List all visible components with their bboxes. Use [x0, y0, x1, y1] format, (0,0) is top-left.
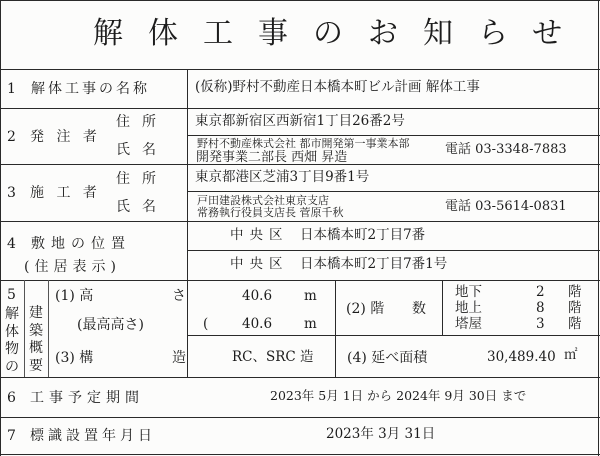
- contractor-name-label: 氏名: [116, 199, 168, 215]
- project-name-label: 解体工事の名称: [31, 81, 150, 97]
- max-height-value: 40.6: [242, 316, 273, 332]
- divider: [0, 417, 600, 418]
- client-name-label: 氏名: [116, 142, 168, 158]
- height-label: (1) 高: [55, 288, 94, 304]
- site-ward: 中央区: [230, 227, 289, 243]
- divider: [187, 135, 600, 136]
- floor-area-unit: ㎡: [564, 347, 578, 363]
- building-overview-label: 解体物の: [5, 306, 19, 375]
- height-label-end: さ: [172, 288, 186, 304]
- notice-title: 解体工事のお知らせ: [93, 16, 588, 51]
- divider: [187, 191, 600, 192]
- floors-above-count: 8: [536, 300, 545, 316]
- divider: [187, 69, 188, 377]
- row-number: 5: [7, 287, 17, 303]
- row-number: 3: [7, 185, 17, 201]
- sign-date-label: 標識設置年月日: [30, 428, 156, 444]
- divider: [0, 454, 600, 455]
- contractor-company: 戸田建設株式会社東京支店: [197, 194, 329, 207]
- divider: [442, 280, 443, 335]
- site-address: 日本橋本町2丁目7番1号: [300, 256, 448, 272]
- divider: [0, 377, 600, 378]
- structure-label-end: 造: [172, 350, 186, 366]
- floor-area-value: 30,489.40: [487, 349, 556, 365]
- client-person: 開発事業二部長 西畑 昇造: [196, 150, 348, 165]
- construction-period-label: 工事予定期間: [30, 390, 144, 406]
- row-number: 2: [7, 129, 17, 145]
- contractor-address: 東京都港区芝浦3丁目9番1号: [195, 169, 370, 185]
- row-number: 7: [7, 428, 17, 444]
- contractor-person: 常務執行役員支店長 菅原千秋: [197, 206, 344, 219]
- divider: [0, 0, 600, 1]
- floors-above-unit: 階: [568, 300, 582, 316]
- project-name-value: (仮称)野村不動産日本橋本町ビル計画 解体工事: [195, 79, 480, 95]
- height-unit: m: [304, 288, 317, 304]
- divider: [48, 280, 49, 377]
- client-address-label: 住所: [116, 114, 168, 130]
- divider: [0, 280, 600, 281]
- floors-label: (2) 階: [346, 301, 385, 317]
- site-location: 日本橋本町2丁目7番: [300, 227, 426, 243]
- client-company: 野村不動産株式会社 都市開発第一事業本部: [197, 137, 410, 150]
- floors-basement-count: 2: [536, 284, 545, 300]
- floors-penthouse-count: 3: [536, 316, 545, 332]
- building-overview-label: 建築概要: [29, 305, 43, 374]
- row-number: 6: [7, 390, 17, 406]
- floors-basement: 地下: [455, 284, 482, 300]
- floors-penthouse: 塔屋: [455, 316, 482, 332]
- floor-area-label: (4) 延べ面積: [347, 350, 428, 366]
- divider: [24, 280, 25, 377]
- site-address-label: (住居表示): [24, 259, 121, 275]
- floors-above: 地上: [455, 300, 482, 316]
- row-number: 4: [7, 236, 17, 252]
- client-phone: 電話 03-3348-7883: [445, 142, 567, 157]
- contractor-label: 施 工 者: [30, 185, 101, 201]
- divider: [0, 221, 600, 222]
- construction-period-value: 2023年 5月 1日 から 2024年 9月 30日 まで: [270, 388, 527, 403]
- height-value: 40.6: [242, 288, 273, 304]
- divider: [0, 69, 600, 70]
- max-height-paren: (: [203, 316, 209, 332]
- divider: [335, 280, 336, 377]
- divider: [187, 250, 600, 251]
- divider: [598, 0, 599, 456]
- contractor-address-label: 住所: [116, 171, 168, 187]
- structure-label: (3) 構: [55, 350, 94, 366]
- structure-value: RC、SRC 造: [232, 349, 314, 365]
- client-label: 発 注 者: [30, 129, 101, 145]
- divider: [187, 335, 600, 336]
- contractor-phone: 電話 03-5614-0831: [445, 199, 567, 214]
- floors-basement-unit: 階: [568, 284, 582, 300]
- divider: [0, 0, 1, 456]
- site-location-label: 敷地の位置: [31, 236, 131, 252]
- row-number: 1: [7, 81, 17, 97]
- max-height-label: (最高高さ): [77, 317, 144, 333]
- site-ward: 中央区: [230, 256, 289, 272]
- max-height-unit: m: [304, 316, 317, 332]
- divider: [0, 108, 600, 109]
- floors-penthouse-unit: 階: [568, 316, 582, 332]
- sign-date-value: 2023年 3月 31日: [326, 426, 436, 442]
- floors-label-end: 数: [412, 301, 426, 317]
- client-address: 東京都新宿区西新宿1丁目26番2号: [195, 113, 405, 129]
